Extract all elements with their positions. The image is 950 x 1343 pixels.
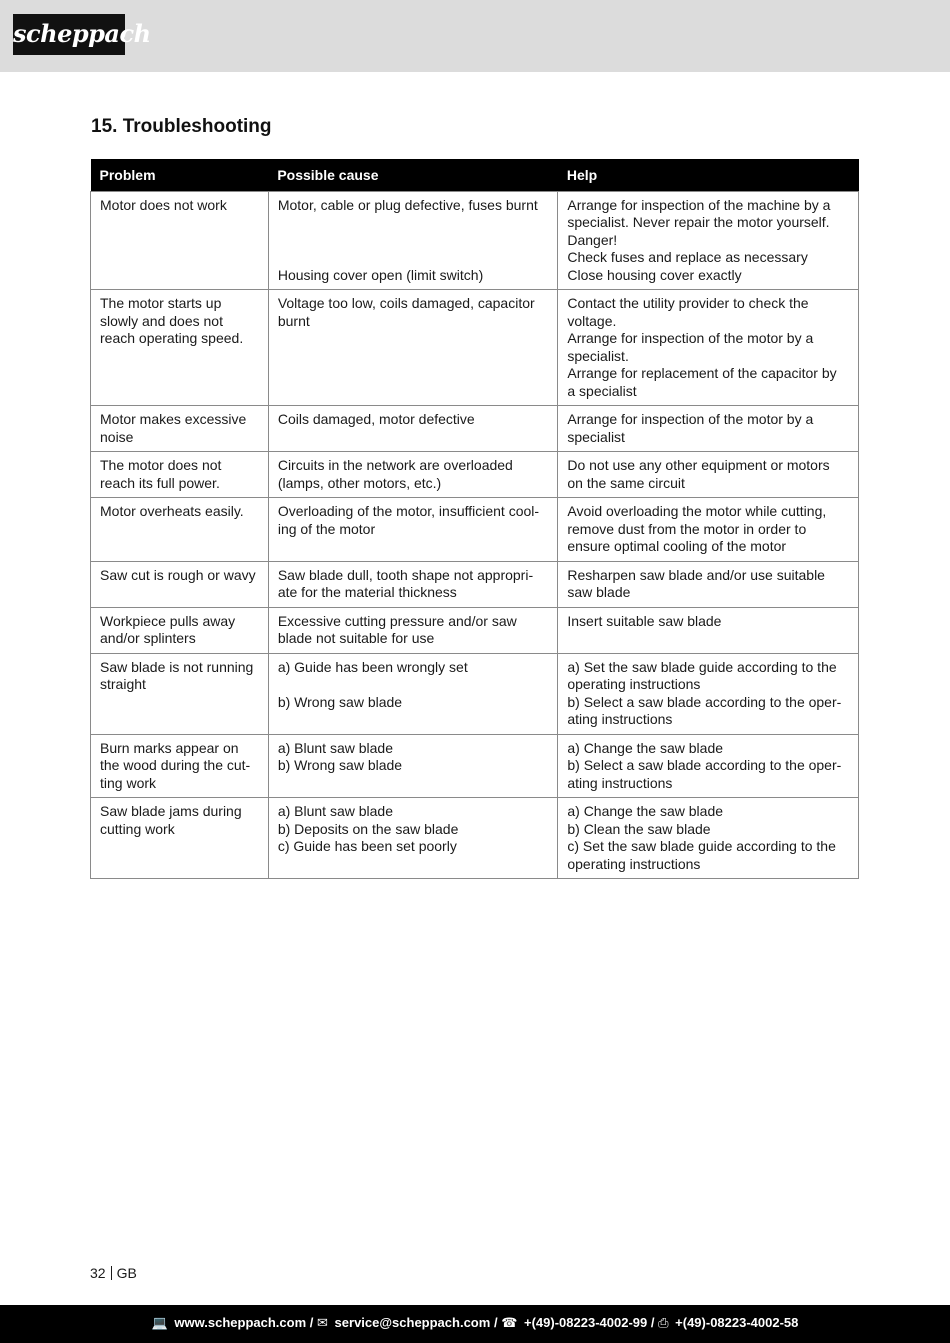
cell-line: Saw blade jams during xyxy=(100,803,242,819)
cell-line: b) Select a saw blade according to the oper- xyxy=(567,693,842,710)
cell-line: Arrange for inspection of the motor by a xyxy=(567,330,814,346)
cell-line: Motor makes excessive xyxy=(100,411,247,427)
cell-line: a) Change the saw blade xyxy=(567,803,724,819)
cell-line: Contact the utility provider to check the xyxy=(567,295,809,311)
cell-line: the wood during the cut- xyxy=(100,757,251,773)
cell-line: operating instructions xyxy=(567,676,701,692)
cell-line: Overloading of the motor, insufficient cool- xyxy=(277,503,540,519)
cause-cell xyxy=(268,452,558,498)
cell-line: straight xyxy=(100,676,146,692)
cause-cell xyxy=(268,191,558,290)
cell-line: noise xyxy=(100,428,134,445)
help-cell xyxy=(558,406,859,452)
cell-line: cutting work xyxy=(100,820,175,837)
header-problem: Problem xyxy=(91,159,269,191)
footer-separator: / xyxy=(650,1315,655,1330)
table-header-row xyxy=(91,159,859,191)
help-cell xyxy=(558,498,859,562)
cell-line: on the same circuit xyxy=(567,474,685,491)
line-spacer xyxy=(278,676,549,694)
page-footer-number xyxy=(90,1265,137,1281)
cell-line: Arrange for inspection of the machine by a xyxy=(567,196,831,213)
cell-line: ating instructions xyxy=(567,711,673,727)
cell-line: slowly and does not xyxy=(100,312,223,329)
problem-cell xyxy=(91,406,269,452)
line-spacer xyxy=(278,249,549,267)
help-cell xyxy=(558,607,859,653)
cause-cell xyxy=(268,607,558,653)
section-title: 15. Troubleshooting xyxy=(91,116,272,137)
mail-icon: ✉ xyxy=(317,1315,328,1330)
problem-cell xyxy=(91,290,269,406)
cell-line: ensure optimal cooling of the motor xyxy=(567,538,787,554)
help-cell xyxy=(558,798,859,879)
cell-line: Housing cover open (limit switch) xyxy=(277,266,484,283)
problem-cell xyxy=(91,561,269,607)
header-help: Help xyxy=(558,159,859,191)
cell-line: blade not suitable for use xyxy=(277,630,435,646)
cause-cell xyxy=(268,561,558,607)
cell-line: b) Deposits on the saw blade xyxy=(277,820,459,837)
page-separator xyxy=(111,1266,112,1280)
table-body xyxy=(91,191,859,879)
cell-line: Arrange for inspection of the motor by a xyxy=(567,411,814,427)
cell-line: Close housing cover exactly xyxy=(567,266,742,283)
cell-line: Motor, cable or plug defective, fuses burnt xyxy=(277,196,538,213)
cause-cell xyxy=(268,498,558,562)
table-row xyxy=(91,452,859,498)
help-cell xyxy=(558,452,859,498)
cell-line: reach operating speed. xyxy=(100,330,244,346)
cell-line: Burn marks appear on xyxy=(100,739,239,756)
problem-cell xyxy=(91,734,269,798)
cell-line: Saw cut is rough or wavy xyxy=(100,566,256,583)
footer-email[interactable]: service@scheppach.com xyxy=(334,1315,491,1330)
cell-line: a) Blunt saw blade xyxy=(277,739,394,756)
cause-cell xyxy=(268,734,558,798)
cell-line: Voltage too low, coils damaged, capacitor xyxy=(277,295,535,311)
header-band xyxy=(0,0,950,72)
help-cell xyxy=(558,290,859,406)
cell-line: b) Wrong saw blade xyxy=(277,693,403,710)
table-row xyxy=(91,798,859,879)
line-spacer xyxy=(278,214,549,232)
cell-line: and/or splinters xyxy=(100,630,196,646)
cell-line: The motor does not xyxy=(100,457,222,473)
cell-line: ate for the material thickness xyxy=(277,584,457,600)
cell-line: Insert suitable saw blade xyxy=(567,612,722,629)
cell-line: The motor starts up xyxy=(100,295,222,311)
table-row xyxy=(91,607,859,653)
cell-line: Arrange for replacement of the capacitor by xyxy=(567,365,837,381)
footer-fax: +(49)-08223-4002-58 xyxy=(675,1315,799,1330)
cell-line: Motor overheats easily. xyxy=(100,503,244,519)
cause-cell xyxy=(268,798,558,879)
problem-cell xyxy=(91,653,269,734)
problem-cell xyxy=(91,607,269,653)
cell-line: Motor does not work xyxy=(100,196,227,213)
table-row xyxy=(91,406,859,452)
line-spacer xyxy=(278,232,549,250)
cell-line: ating instructions xyxy=(567,774,673,791)
cell-line: c) Set the saw blade guide according to the xyxy=(567,838,836,854)
cell-line: Circuits in the network are overloaded xyxy=(277,457,513,473)
cell-line: saw blade xyxy=(567,584,631,600)
phone-icon: ☎ xyxy=(501,1315,518,1330)
cell-line: operating instructions xyxy=(567,855,701,872)
troubleshooting-table xyxy=(90,159,859,879)
brand-logo: scheppach xyxy=(13,14,125,55)
help-cell xyxy=(558,734,859,798)
cell-line: a) Guide has been wrongly set xyxy=(277,658,468,675)
cell-line: a) Blunt saw blade xyxy=(277,803,394,819)
cell-line: Check fuses and replace as necessary xyxy=(567,249,808,265)
contact-footer xyxy=(0,1305,950,1343)
problem-cell xyxy=(91,798,269,879)
problem-cell xyxy=(91,191,269,290)
cell-line: Excessive cutting pressure and/or saw xyxy=(277,612,517,629)
cell-line: Saw blade is not running xyxy=(100,658,254,675)
cell-line: Avoid overloading the motor while cutting, xyxy=(567,503,827,519)
cause-cell xyxy=(268,290,558,406)
cell-line: a specialist xyxy=(567,382,637,399)
cell-line: voltage. xyxy=(567,312,617,329)
cell-line: Workpiece pulls away xyxy=(100,612,236,629)
cell-line: a) Set the saw blade guide according to the xyxy=(567,658,837,675)
cell-line: a) Change the saw blade xyxy=(567,739,724,756)
cell-line: specialist. xyxy=(567,347,629,364)
help-cell xyxy=(558,561,859,607)
problem-cell xyxy=(91,498,269,562)
header-possible-cause: Possible cause xyxy=(268,159,558,191)
cell-line: specialist. Never repair the motor yourself. xyxy=(567,214,830,230)
table-row xyxy=(91,734,859,798)
footer-phone: +(49)-08223-4002-99 xyxy=(524,1315,648,1330)
cell-line: (lamps, other motors, etc.) xyxy=(277,474,442,491)
footer-website[interactable]: www.scheppach.com xyxy=(174,1315,307,1330)
page-language: GB xyxy=(116,1265,137,1281)
cell-line: specialist xyxy=(567,428,625,445)
cell-line: Danger! xyxy=(567,231,618,248)
cell-line: ing of the motor xyxy=(277,520,376,537)
cell-line: b) Select a saw blade according to the oper- xyxy=(567,757,842,773)
table-row xyxy=(91,653,859,734)
cell-line: c) Guide has been set poorly xyxy=(277,838,457,854)
cell-line: b) Wrong saw blade xyxy=(277,757,403,773)
cause-cell xyxy=(268,653,558,734)
help-cell xyxy=(558,191,859,290)
cell-line: Do not use any other equipment or motors xyxy=(567,457,830,473)
cell-line: b) Clean the saw blade xyxy=(567,820,711,837)
cell-line: reach its full power. xyxy=(100,474,220,491)
help-cell xyxy=(558,653,859,734)
cell-line: ting work xyxy=(100,774,157,791)
table-row xyxy=(91,561,859,607)
cell-line: Saw blade dull, tooth shape not appropri- xyxy=(277,566,534,583)
computer-icon: 💻 xyxy=(151,1315,168,1330)
table-row xyxy=(91,498,859,562)
problem-cell xyxy=(91,452,269,498)
cell-line: Coils damaged, motor defective xyxy=(277,411,475,427)
cell-line: remove dust from the motor in order to xyxy=(567,520,807,537)
footer-separator: / xyxy=(309,1315,314,1330)
cause-cell xyxy=(268,406,558,452)
table-row xyxy=(91,290,859,406)
footer-separator: / xyxy=(493,1315,498,1330)
page-number: 32 xyxy=(90,1265,106,1281)
table-row xyxy=(91,191,859,290)
cell-line: Resharpen saw blade and/or use suitable xyxy=(567,566,825,583)
fax-icon: ⎙ xyxy=(658,1315,669,1330)
cell-line: burnt xyxy=(277,312,310,329)
